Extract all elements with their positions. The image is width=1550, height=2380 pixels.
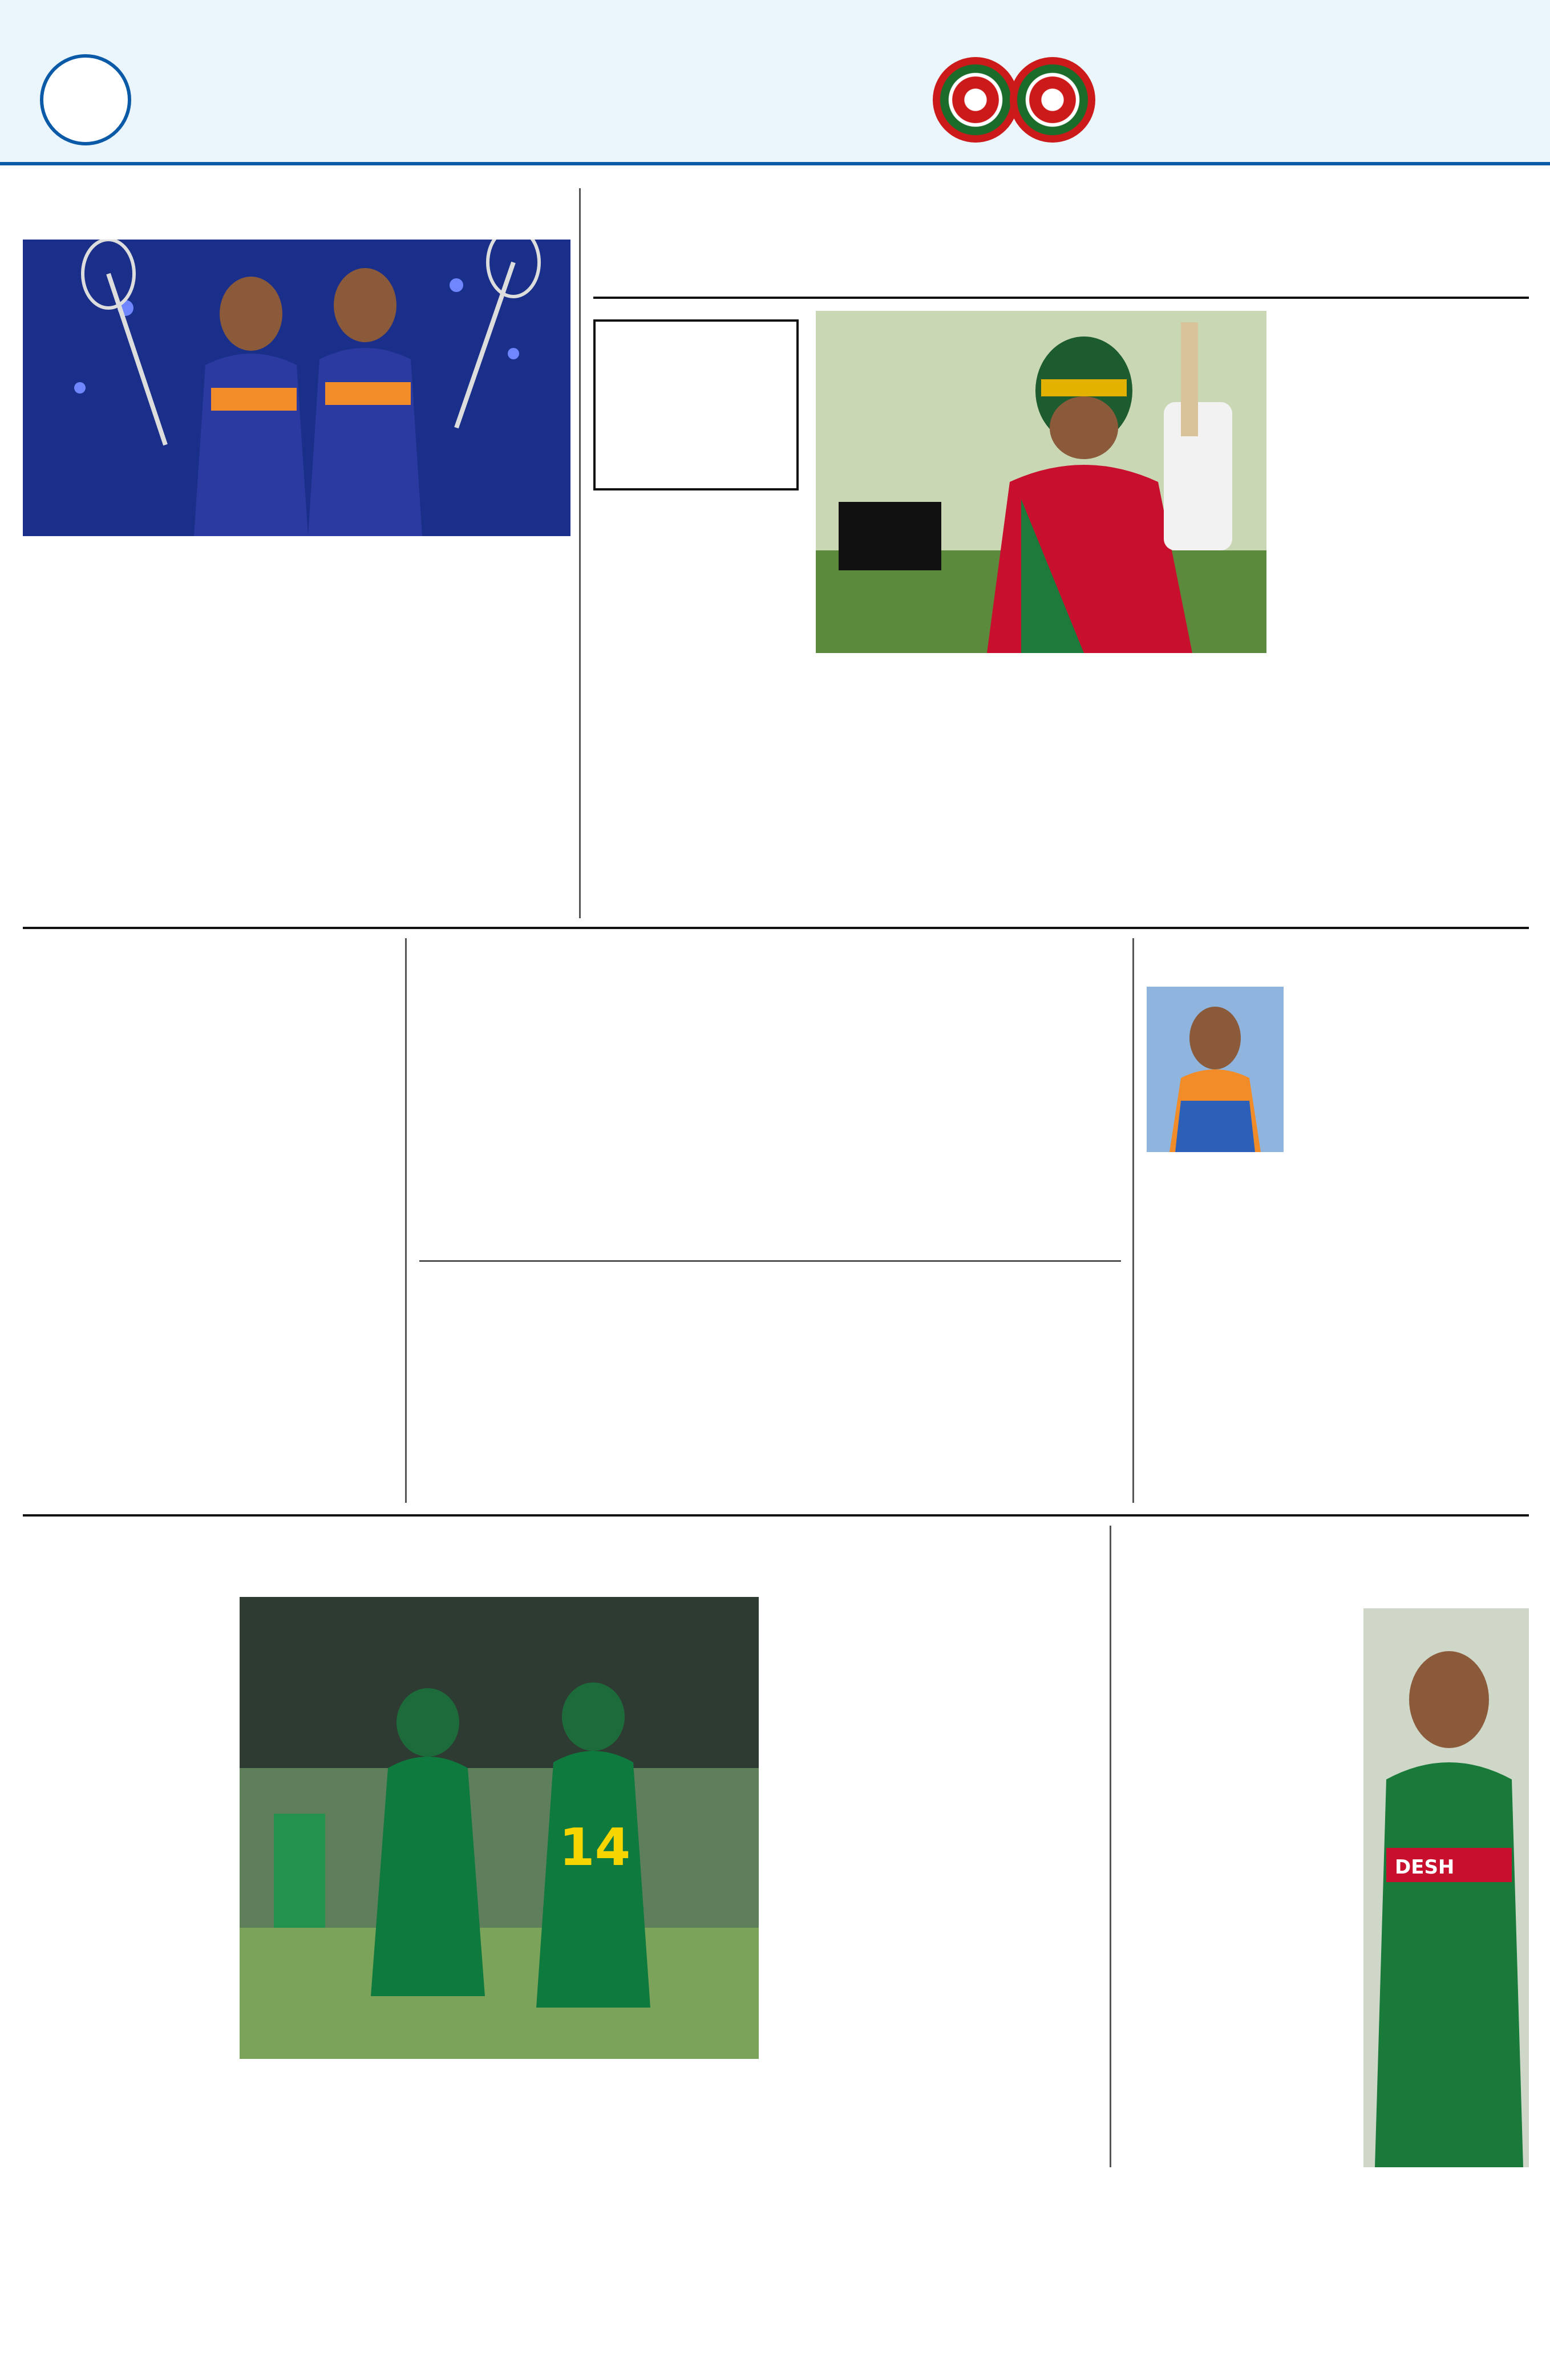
- salma-photo: [1363, 1608, 1529, 2167]
- column-divider: [1132, 938, 1134, 1503]
- page-number: [40, 54, 131, 145]
- rule: [593, 297, 1529, 299]
- axar-photo: [1147, 987, 1284, 1152]
- svg-text:DESH: DESH: [1395, 1856, 1455, 1879]
- lead-body: [1278, 311, 1529, 915]
- sa-women-body-continued: [23, 1597, 231, 2167]
- lead-body-continued: [593, 662, 1266, 915]
- column-divider: [579, 188, 581, 918]
- salma-body: [1118, 1608, 1358, 2167]
- axar-body: [1295, 987, 1529, 1158]
- rule: [419, 1260, 1121, 1262]
- satwik-photo: [23, 240, 570, 536]
- rule: [23, 1514, 1529, 1517]
- sa-women-photo: [240, 1597, 759, 2059]
- satwik-body: [23, 545, 570, 915]
- lead-photo: [816, 311, 1266, 653]
- sa-women-body: [770, 1597, 1101, 2167]
- cricketers-figure: [240, 1597, 759, 2059]
- player-name-box: [593, 319, 799, 490]
- rule: [23, 927, 1529, 929]
- jefferson-body: [419, 1312, 1121, 1503]
- cricketer-figure: [1147, 987, 1284, 1152]
- emblem-icon: [1010, 57, 1095, 143]
- newspaper-logo: [145, 34, 362, 148]
- juniors-body: [23, 1004, 394, 1503]
- runs-badge: [839, 502, 941, 570]
- emblem-icon: [933, 57, 1018, 143]
- column-divider: [1110, 1526, 1111, 2167]
- axar-body-continued: [1147, 1161, 1529, 1503]
- batsman-figure: [816, 311, 1266, 653]
- sa20-body: [419, 987, 1121, 1255]
- column-divider: [405, 938, 407, 1503]
- badminton-players-figure: [23, 240, 570, 536]
- sa-women-body-continued: [240, 2067, 759, 2167]
- cricketer-figure: [1363, 1608, 1529, 2167]
- svg-text:14: 14: [559, 1818, 631, 1878]
